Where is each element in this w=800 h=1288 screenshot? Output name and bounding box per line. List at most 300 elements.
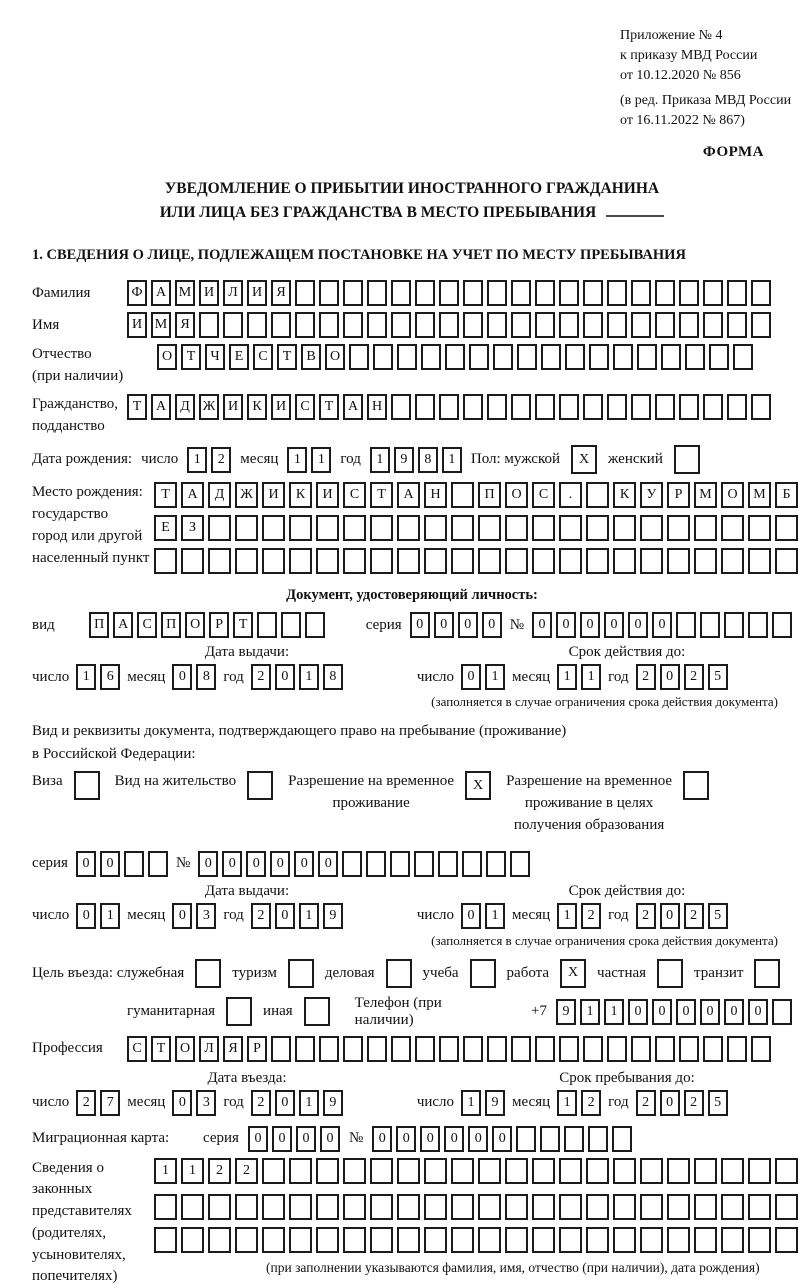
char-cell[interactable] (487, 1036, 507, 1062)
char-cell[interactable]: И (271, 394, 291, 420)
char-cell[interactable]: 9 (323, 903, 343, 929)
char-cell[interactable]: О (505, 482, 528, 508)
char-cell[interactable] (367, 1036, 387, 1062)
checkbox-cell[interactable] (247, 771, 273, 800)
char-cell[interactable]: 1 (581, 664, 601, 690)
char-cell[interactable]: 0 (248, 1126, 268, 1152)
char-cell[interactable] (511, 1036, 531, 1062)
char-cell[interactable] (505, 515, 528, 541)
char-cell[interactable] (235, 1227, 258, 1253)
checkbox-cell[interactable] (195, 959, 221, 988)
char-cell[interactable]: 1 (557, 1090, 577, 1116)
char-cell[interactable] (727, 1036, 747, 1062)
char-cell[interactable] (208, 548, 231, 574)
char-cell[interactable]: 0 (604, 612, 624, 638)
char-cell[interactable] (532, 1194, 555, 1220)
char-cell[interactable] (667, 548, 690, 574)
char-cell[interactable]: 1 (187, 447, 207, 473)
char-cell[interactable]: 0 (652, 999, 672, 1025)
char-cell[interactable]: 2 (76, 1090, 96, 1116)
char-cell[interactable] (235, 1194, 258, 1220)
char-cell[interactable] (397, 1227, 420, 1253)
checkbox-cell[interactable] (304, 997, 330, 1026)
char-cell[interactable]: 0 (420, 1126, 440, 1152)
char-cell[interactable] (640, 1158, 663, 1184)
char-cell[interactable] (478, 515, 501, 541)
char-cell[interactable] (390, 851, 410, 877)
char-cell[interactable]: 0 (275, 1090, 295, 1116)
char-cell[interactable] (511, 394, 531, 420)
char-cell[interactable] (343, 515, 366, 541)
char-cell[interactable]: 9 (394, 447, 414, 473)
char-cell[interactable] (451, 1194, 474, 1220)
char-cell[interactable] (366, 851, 386, 877)
char-cell[interactable] (694, 1227, 717, 1253)
char-cell[interactable] (257, 612, 277, 638)
char-cell[interactable] (727, 394, 747, 420)
char-cell[interactable]: 8 (196, 664, 216, 690)
char-cell[interactable] (319, 1036, 339, 1062)
char-cell[interactable]: П (89, 612, 109, 638)
checkbox-cell[interactable] (657, 959, 683, 988)
char-cell[interactable]: 0 (444, 1126, 464, 1152)
char-cell[interactable]: . (559, 482, 582, 508)
char-cell[interactable] (586, 482, 609, 508)
char-cell[interactable]: 1 (442, 447, 462, 473)
char-cell[interactable] (505, 1227, 528, 1253)
char-cell[interactable] (424, 1158, 447, 1184)
char-cell[interactable]: С (137, 612, 157, 638)
char-cell[interactable] (342, 851, 362, 877)
char-cell[interactable]: 0 (246, 851, 266, 877)
char-cell[interactable]: 8 (323, 664, 343, 690)
char-cell[interactable] (640, 1227, 663, 1253)
char-cell[interactable]: А (397, 482, 420, 508)
char-cell[interactable]: 1 (287, 447, 307, 473)
char-cell[interactable] (559, 312, 579, 338)
char-cell[interactable] (667, 1227, 690, 1253)
char-cell[interactable] (343, 312, 363, 338)
char-cell[interactable] (631, 394, 651, 420)
char-cell[interactable]: 1 (154, 1158, 177, 1184)
char-cell[interactable] (559, 280, 579, 306)
char-cell[interactable] (367, 280, 387, 306)
char-cell[interactable]: 0 (434, 612, 454, 638)
char-cell[interactable] (271, 1036, 291, 1062)
char-cell[interactable]: 2 (211, 447, 231, 473)
char-cell[interactable]: С (343, 482, 366, 508)
char-cell[interactable]: Ч (205, 344, 225, 370)
char-cell[interactable]: Я (175, 312, 195, 338)
char-cell[interactable] (343, 1194, 366, 1220)
char-cell[interactable] (148, 851, 168, 877)
char-cell[interactable] (532, 548, 555, 574)
char-cell[interactable] (535, 1036, 555, 1062)
char-cell[interactable]: Т (181, 344, 201, 370)
char-cell[interactable]: 0 (275, 664, 295, 690)
char-cell[interactable] (535, 312, 555, 338)
char-cell[interactable]: 0 (580, 612, 600, 638)
char-cell[interactable]: И (223, 394, 243, 420)
char-cell[interactable] (667, 1158, 690, 1184)
char-cell[interactable]: 2 (235, 1158, 258, 1184)
char-cell[interactable] (733, 344, 753, 370)
char-cell[interactable] (478, 548, 501, 574)
char-cell[interactable] (445, 344, 465, 370)
char-cell[interactable] (721, 1194, 744, 1220)
char-cell[interactable] (319, 280, 339, 306)
char-cell[interactable] (397, 515, 420, 541)
char-cell[interactable]: 5 (708, 903, 728, 929)
char-cell[interactable]: 0 (270, 851, 290, 877)
char-cell[interactable]: 0 (652, 612, 672, 638)
char-cell[interactable]: Л (223, 280, 243, 306)
char-cell[interactable] (424, 1227, 447, 1253)
char-cell[interactable] (370, 1158, 393, 1184)
char-cell[interactable] (370, 515, 393, 541)
char-cell[interactable] (679, 394, 699, 420)
char-cell[interactable] (565, 344, 585, 370)
char-cell[interactable]: Т (151, 1036, 171, 1062)
checkbox-cell[interactable]: X (465, 771, 491, 800)
char-cell[interactable]: Ж (199, 394, 219, 420)
char-cell[interactable]: 0 (660, 1090, 680, 1116)
char-cell[interactable] (751, 280, 771, 306)
char-cell[interactable]: 0 (320, 1126, 340, 1152)
char-cell[interactable] (559, 1194, 582, 1220)
char-cell[interactable] (421, 344, 441, 370)
char-cell[interactable] (772, 999, 792, 1025)
char-cell[interactable] (262, 1158, 285, 1184)
char-cell[interactable]: 0 (532, 612, 552, 638)
char-cell[interactable] (451, 1158, 474, 1184)
char-cell[interactable] (748, 612, 768, 638)
char-cell[interactable]: 1 (299, 903, 319, 929)
char-cell[interactable]: 9 (323, 1090, 343, 1116)
char-cell[interactable]: 1 (299, 1090, 319, 1116)
char-cell[interactable]: Ж (235, 482, 258, 508)
char-cell[interactable]: О (157, 344, 177, 370)
char-cell[interactable]: 0 (748, 999, 768, 1025)
char-cell[interactable] (373, 344, 393, 370)
char-cell[interactable] (305, 612, 325, 638)
char-cell[interactable]: Р (209, 612, 229, 638)
char-cell[interactable] (775, 548, 798, 574)
char-cell[interactable]: У (640, 482, 663, 508)
char-cell[interactable]: И (262, 482, 285, 508)
char-cell[interactable] (223, 312, 243, 338)
char-cell[interactable] (478, 1158, 501, 1184)
char-cell[interactable] (775, 1227, 798, 1253)
char-cell[interactable]: 1 (76, 664, 96, 690)
char-cell[interactable]: 2 (581, 1090, 601, 1116)
char-cell[interactable] (775, 1194, 798, 1220)
char-cell[interactable] (414, 851, 434, 877)
char-cell[interactable]: 0 (492, 1126, 512, 1152)
char-cell[interactable]: Ф (127, 280, 147, 306)
char-cell[interactable] (289, 1227, 312, 1253)
char-cell[interactable]: Е (229, 344, 249, 370)
char-cell[interactable]: 2 (636, 903, 656, 929)
char-cell[interactable]: 0 (198, 851, 218, 877)
char-cell[interactable]: 2 (251, 903, 271, 929)
char-cell[interactable] (586, 1227, 609, 1253)
char-cell[interactable] (415, 394, 435, 420)
char-cell[interactable] (564, 1126, 584, 1152)
char-cell[interactable] (607, 312, 627, 338)
char-cell[interactable]: С (253, 344, 273, 370)
char-cell[interactable]: 1 (557, 903, 577, 929)
char-cell[interactable] (655, 1036, 675, 1062)
char-cell[interactable] (679, 312, 699, 338)
char-cell[interactable]: А (151, 394, 171, 420)
char-cell[interactable]: 1 (181, 1158, 204, 1184)
char-cell[interactable] (451, 482, 474, 508)
char-cell[interactable] (583, 1036, 603, 1062)
char-cell[interactable]: З (181, 515, 204, 541)
char-cell[interactable] (181, 1227, 204, 1253)
char-cell[interactable]: П (478, 482, 501, 508)
char-cell[interactable]: Р (247, 1036, 267, 1062)
char-cell[interactable]: 0 (556, 612, 576, 638)
char-cell[interactable] (343, 1227, 366, 1253)
char-cell[interactable]: 5 (708, 664, 728, 690)
char-cell[interactable]: Т (370, 482, 393, 508)
char-cell[interactable] (721, 1158, 744, 1184)
char-cell[interactable] (262, 515, 285, 541)
char-cell[interactable] (540, 1126, 560, 1152)
char-cell[interactable] (391, 394, 411, 420)
char-cell[interactable]: 2 (684, 903, 704, 929)
char-cell[interactable]: 1 (485, 664, 505, 690)
char-cell[interactable] (631, 312, 651, 338)
char-cell[interactable] (748, 1158, 771, 1184)
char-cell[interactable]: Д (175, 394, 195, 420)
char-cell[interactable]: И (199, 280, 219, 306)
checkbox-cell[interactable]: X (571, 445, 597, 474)
char-cell[interactable] (391, 280, 411, 306)
char-cell[interactable] (343, 280, 363, 306)
char-cell[interactable] (349, 344, 369, 370)
char-cell[interactable]: Л (199, 1036, 219, 1062)
char-cell[interactable]: 5 (708, 1090, 728, 1116)
char-cell[interactable]: 1 (485, 903, 505, 929)
char-cell[interactable] (438, 851, 458, 877)
char-cell[interactable] (559, 1227, 582, 1253)
checkbox-cell[interactable] (470, 959, 496, 988)
char-cell[interactable] (415, 312, 435, 338)
char-cell[interactable] (772, 612, 792, 638)
char-cell[interactable] (295, 280, 315, 306)
char-cell[interactable]: 0 (76, 851, 96, 877)
checkbox-cell[interactable] (288, 959, 314, 988)
char-cell[interactable]: 1 (311, 447, 331, 473)
char-cell[interactable] (655, 312, 675, 338)
char-cell[interactable]: 0 (461, 903, 481, 929)
char-cell[interactable]: Т (319, 394, 339, 420)
char-cell[interactable] (289, 515, 312, 541)
char-cell[interactable]: О (721, 482, 744, 508)
char-cell[interactable] (208, 1227, 231, 1253)
char-cell[interactable] (727, 312, 747, 338)
char-cell[interactable]: М (748, 482, 771, 508)
char-cell[interactable] (316, 1194, 339, 1220)
char-cell[interactable]: Р (667, 482, 690, 508)
char-cell[interactable]: 2 (684, 1090, 704, 1116)
char-cell[interactable] (505, 1194, 528, 1220)
char-cell[interactable]: 0 (294, 851, 314, 877)
char-cell[interactable]: 1 (580, 999, 600, 1025)
char-cell[interactable]: С (295, 394, 315, 420)
char-cell[interactable]: Т (154, 482, 177, 508)
char-cell[interactable]: 0 (482, 612, 502, 638)
char-cell[interactable] (607, 280, 627, 306)
char-cell[interactable]: 0 (272, 1126, 292, 1152)
char-cell[interactable] (451, 548, 474, 574)
char-cell[interactable] (613, 1194, 636, 1220)
char-cell[interactable]: 8 (418, 447, 438, 473)
char-cell[interactable] (451, 515, 474, 541)
char-cell[interactable] (613, 548, 636, 574)
char-cell[interactable] (415, 280, 435, 306)
char-cell[interactable] (721, 515, 744, 541)
char-cell[interactable] (532, 515, 555, 541)
char-cell[interactable] (709, 344, 729, 370)
char-cell[interactable] (721, 1227, 744, 1253)
char-cell[interactable]: 2 (208, 1158, 231, 1184)
char-cell[interactable]: 6 (100, 664, 120, 690)
char-cell[interactable] (541, 344, 561, 370)
char-cell[interactable]: А (113, 612, 133, 638)
char-cell[interactable]: В (301, 344, 321, 370)
char-cell[interactable]: И (316, 482, 339, 508)
char-cell[interactable] (478, 1194, 501, 1220)
char-cell[interactable] (511, 280, 531, 306)
char-cell[interactable] (397, 1194, 420, 1220)
char-cell[interactable] (295, 1036, 315, 1062)
char-cell[interactable]: 0 (172, 1090, 192, 1116)
char-cell[interactable] (370, 1227, 393, 1253)
char-cell[interactable]: 0 (468, 1126, 488, 1152)
char-cell[interactable] (613, 1227, 636, 1253)
char-cell[interactable]: М (694, 482, 717, 508)
char-cell[interactable]: 0 (628, 999, 648, 1025)
checkbox-cell[interactable] (74, 771, 100, 800)
char-cell[interactable]: 0 (676, 999, 696, 1025)
char-cell[interactable] (247, 312, 267, 338)
char-cell[interactable] (343, 1158, 366, 1184)
char-cell[interactable] (493, 344, 513, 370)
char-cell[interactable]: 0 (628, 612, 648, 638)
char-cell[interactable] (631, 280, 651, 306)
char-cell[interactable] (637, 344, 657, 370)
char-cell[interactable] (424, 548, 447, 574)
char-cell[interactable] (517, 344, 537, 370)
char-cell[interactable] (235, 515, 258, 541)
char-cell[interactable] (439, 312, 459, 338)
char-cell[interactable]: 0 (396, 1126, 416, 1152)
char-cell[interactable] (397, 344, 417, 370)
char-cell[interactable] (586, 548, 609, 574)
char-cell[interactable] (703, 280, 723, 306)
char-cell[interactable] (262, 1194, 285, 1220)
char-cell[interactable]: К (613, 482, 636, 508)
char-cell[interactable]: Т (127, 394, 147, 420)
char-cell[interactable] (532, 1158, 555, 1184)
char-cell[interactable] (439, 394, 459, 420)
char-cell[interactable] (703, 1036, 723, 1062)
char-cell[interactable]: С (532, 482, 555, 508)
checkbox-cell[interactable] (683, 771, 709, 800)
char-cell[interactable] (181, 1194, 204, 1220)
char-cell[interactable] (586, 1158, 609, 1184)
char-cell[interactable] (463, 280, 483, 306)
char-cell[interactable]: И (127, 312, 147, 338)
char-cell[interactable]: 0 (76, 903, 96, 929)
char-cell[interactable] (505, 548, 528, 574)
char-cell[interactable] (271, 312, 291, 338)
char-cell[interactable]: 1 (461, 1090, 481, 1116)
char-cell[interactable] (612, 1126, 632, 1152)
char-cell[interactable]: П (161, 612, 181, 638)
char-cell[interactable]: 0 (660, 664, 680, 690)
char-cell[interactable] (559, 515, 582, 541)
checkbox-cell[interactable] (674, 445, 700, 474)
char-cell[interactable] (679, 1036, 699, 1062)
char-cell[interactable] (640, 515, 663, 541)
checkbox-cell[interactable]: X (560, 959, 586, 988)
char-cell[interactable] (510, 851, 530, 877)
char-cell[interactable] (607, 1036, 627, 1062)
char-cell[interactable]: 0 (724, 999, 744, 1025)
char-cell[interactable] (535, 394, 555, 420)
char-cell[interactable] (679, 280, 699, 306)
char-cell[interactable] (700, 612, 720, 638)
char-cell[interactable] (588, 1126, 608, 1152)
char-cell[interactable] (667, 515, 690, 541)
char-cell[interactable] (486, 851, 506, 877)
char-cell[interactable] (281, 612, 301, 638)
char-cell[interactable] (583, 394, 603, 420)
char-cell[interactable]: 0 (222, 851, 242, 877)
char-cell[interactable] (367, 312, 387, 338)
char-cell[interactable]: Т (277, 344, 297, 370)
char-cell[interactable] (516, 1126, 536, 1152)
char-cell[interactable]: 9 (556, 999, 576, 1025)
char-cell[interactable] (370, 548, 393, 574)
char-cell[interactable] (748, 1194, 771, 1220)
char-cell[interactable] (478, 1227, 501, 1253)
char-cell[interactable] (586, 515, 609, 541)
char-cell[interactable]: С (127, 1036, 147, 1062)
char-cell[interactable]: 1 (557, 664, 577, 690)
char-cell[interactable]: 1 (370, 447, 390, 473)
char-cell[interactable]: 9 (485, 1090, 505, 1116)
char-cell[interactable] (463, 1036, 483, 1062)
char-cell[interactable]: К (247, 394, 267, 420)
char-cell[interactable]: К (289, 482, 312, 508)
char-cell[interactable]: 0 (318, 851, 338, 877)
char-cell[interactable] (415, 1036, 435, 1062)
char-cell[interactable]: И (247, 280, 267, 306)
char-cell[interactable] (295, 312, 315, 338)
char-cell[interactable]: Я (223, 1036, 243, 1062)
char-cell[interactable]: Н (424, 482, 447, 508)
char-cell[interactable] (703, 312, 723, 338)
char-cell[interactable] (424, 1194, 447, 1220)
char-cell[interactable]: 0 (700, 999, 720, 1025)
char-cell[interactable] (613, 515, 636, 541)
